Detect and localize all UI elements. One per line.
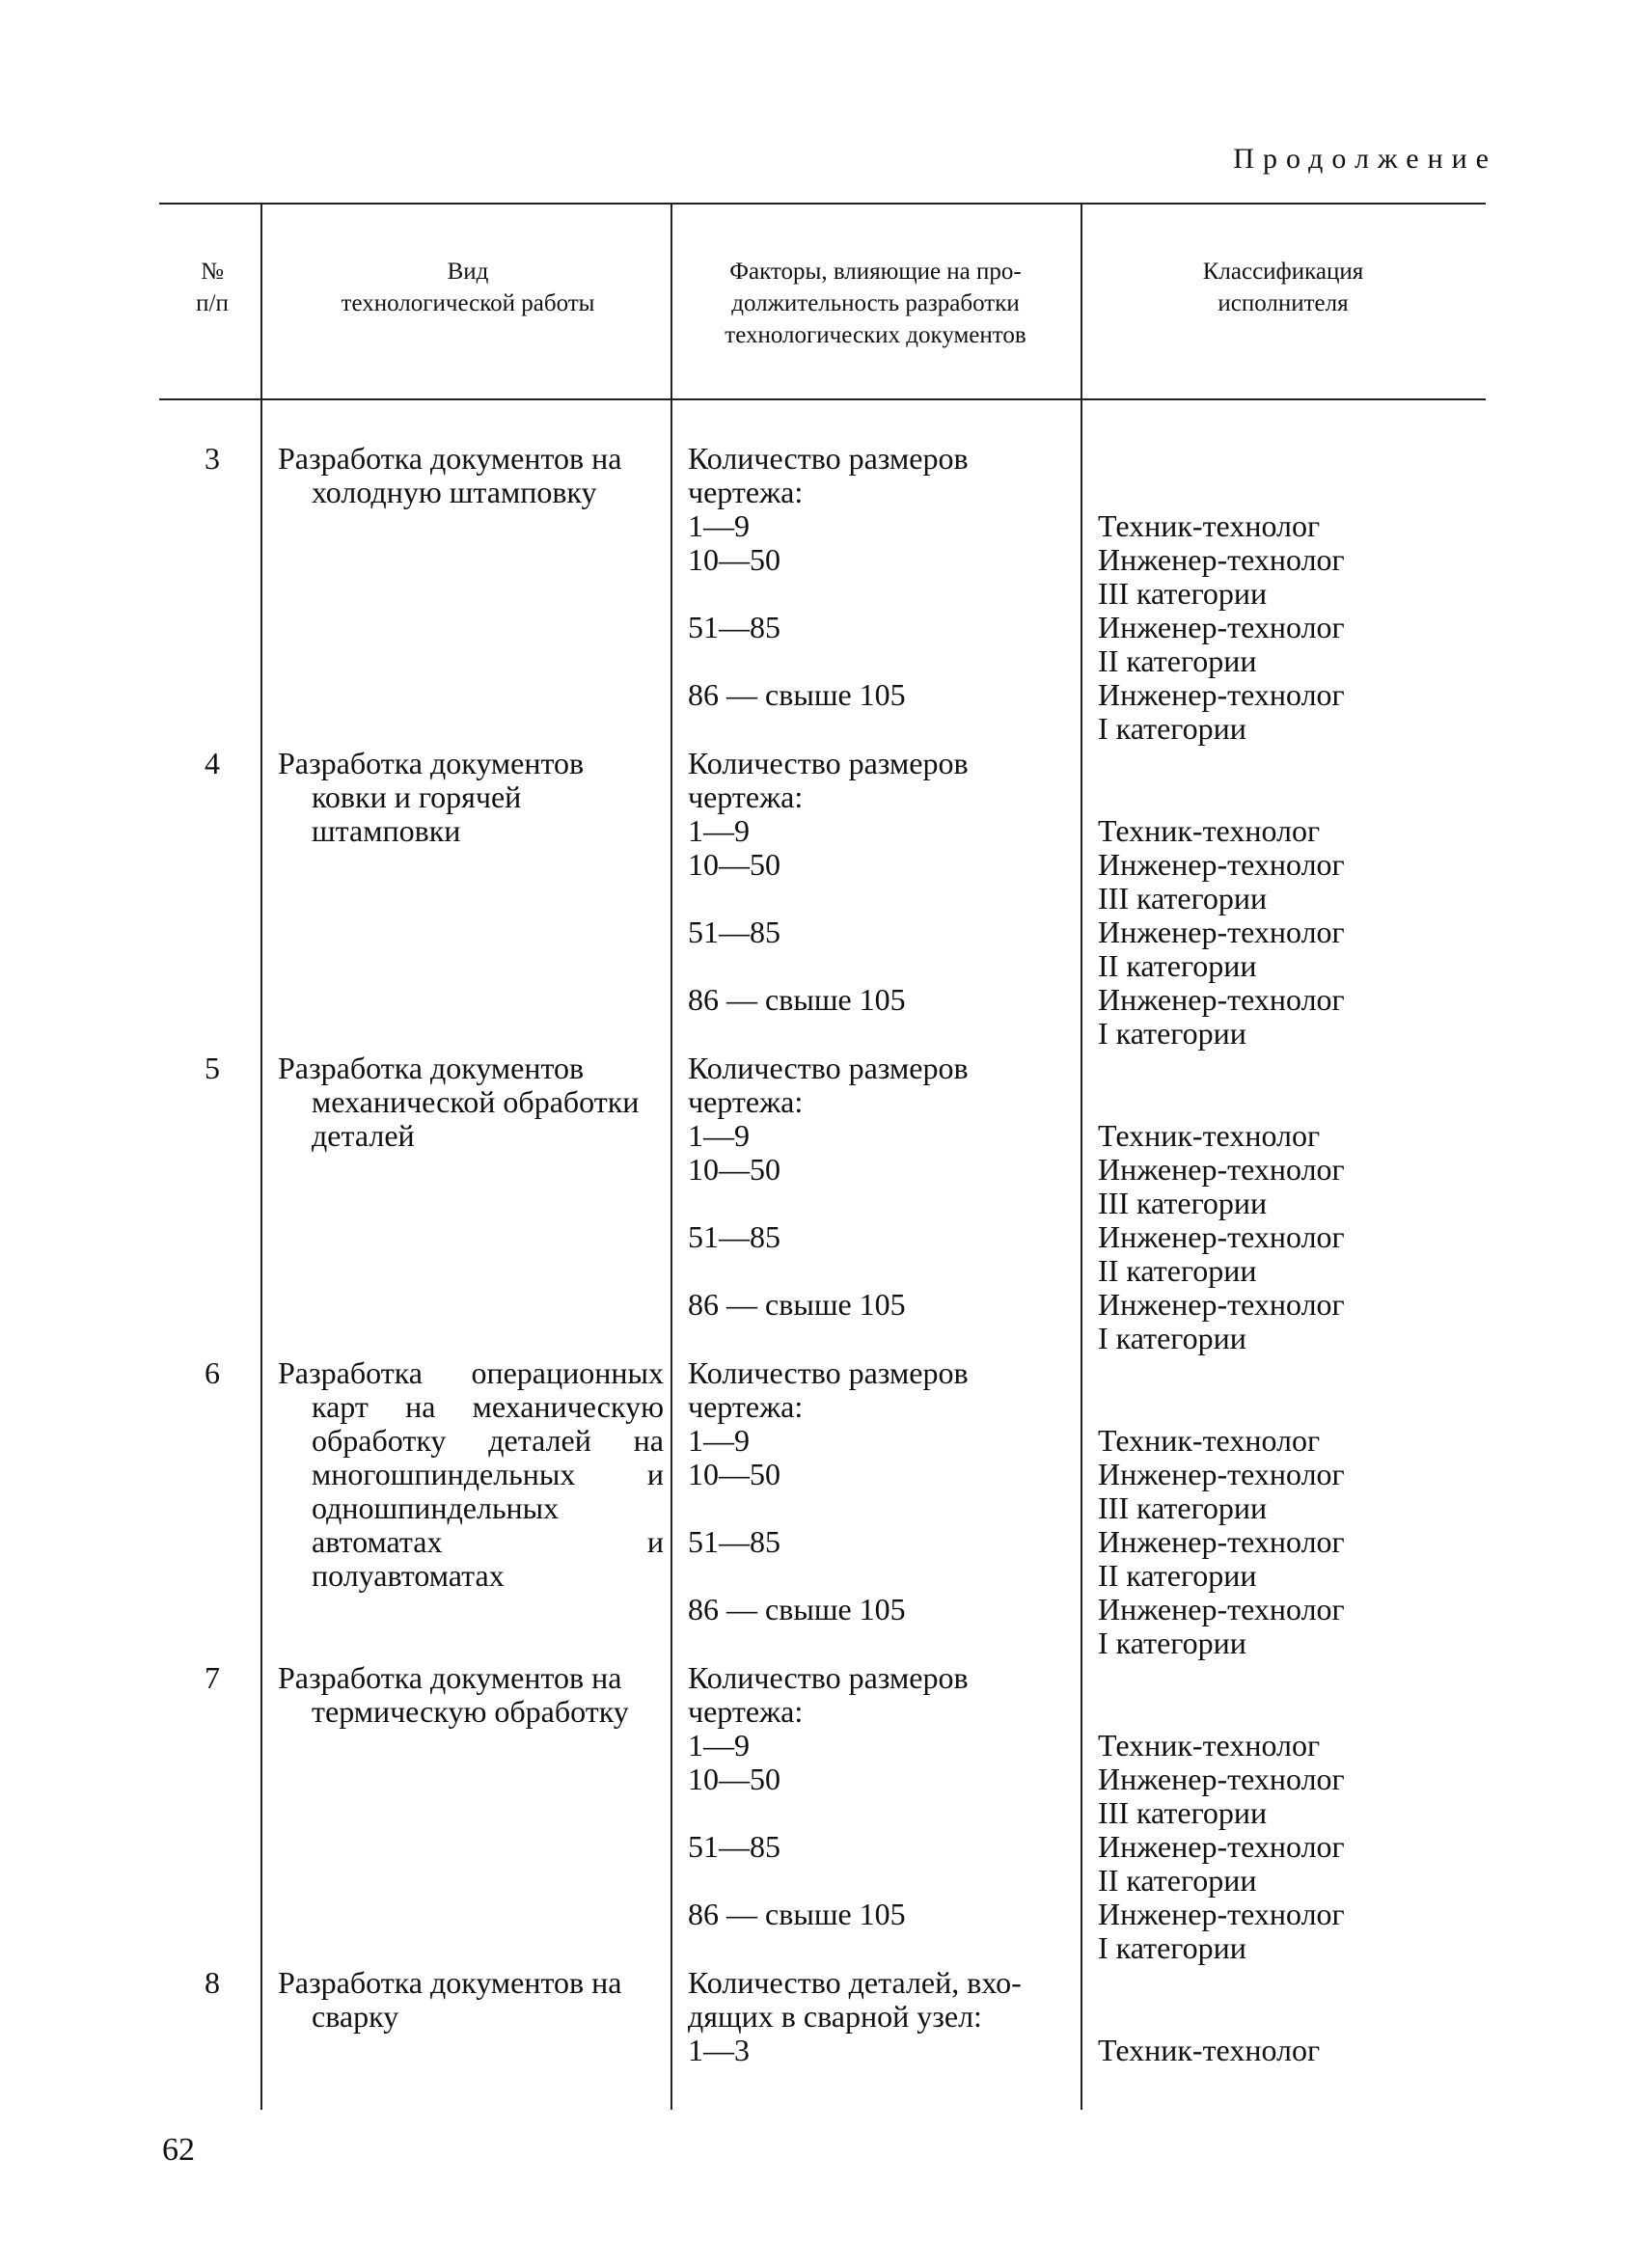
row-number: 6 (205, 1355, 220, 1390)
continuation-label: Продолжение (1233, 143, 1497, 175)
row-work-type: Разработка документов механической обработки деталей (278, 1051, 640, 1153)
row-classification: Техник-технолог Инженер-технолог III категории Инженер-технолог II категории Инженер-технолог I категории (1098, 1423, 1345, 1660)
page-number: 62 (162, 2132, 195, 2168)
header-classification: Классификация исполнителя (1202, 259, 1364, 316)
row-classification: Техник-технолог Инженер-технолог III категории Инженер-технолог II категории Инженер-технолог I категории (1098, 1118, 1345, 1355)
row-work-type: Разработка операционных карт на механическую обработку деталей на многошпиндельных и одношпиндельных автоматах и полуавтоматах (278, 1355, 664, 1593)
row-classification: Техник-технолог Инженер-технолог III категории Инженер-технолог II категории Инженер-технолог I категории (1098, 813, 1345, 1051)
row-factors: Количество размеров чертежа: 1—9 10—50 51—85 86 — свыше 105 (688, 1660, 969, 1931)
row-classification: Техник-технолог Инженер-технолог III категории Инженер-технолог II категории Инженер-технолог I категории (1098, 1728, 1345, 1965)
row-classification: Техник-технолог Инженер-технолог III категории Инженер-технолог II категории Инженер-технолог I категории (1098, 508, 1345, 746)
row-classification: Техник-технолог (1098, 2033, 1321, 2067)
row-work-type: Разработка документов на холодную штамповку (278, 441, 622, 509)
row-number: 4 (205, 746, 220, 780)
row-number: 3 (205, 441, 220, 476)
row-factors: Количество размеров чертежа: 1—9 10—50 51—85 86 — свыше 105 (688, 746, 969, 1017)
header-num: № п/п (196, 259, 229, 316)
row-work-type: Разработка документов ковки и горячей штамповки (278, 746, 585, 848)
row-work-type: Разработка документов на термическую обработку (278, 1660, 629, 1729)
row-number: 8 (205, 1965, 220, 2000)
header-work-type: Вид технологической работы (341, 259, 595, 316)
row-factors: Количество размеров чертежа: 1—9 10—50 51—85 86 — свыше 105 (688, 1355, 969, 1626)
row-factors: Количество деталей, вхо- дящих в сварной узел: 1—3 (688, 1965, 1022, 2067)
row-factors: Количество размеров чертежа: 1—9 10—50 51—85 86 — свыше 105 (688, 441, 969, 712)
row-number: 7 (205, 1660, 220, 1695)
row-work-type: Разработка документов на сварку (278, 1965, 622, 2034)
column-divider-3 (1081, 205, 1082, 2110)
column-divider-1 (260, 205, 262, 2110)
row-factors: Количество размеров чертежа: 1—9 10—50 51—85 86 — свыше 105 (688, 1051, 969, 1322)
row-number: 5 (205, 1051, 220, 1085)
header-bottom-rule (159, 398, 1486, 400)
table-top-rule (159, 203, 1486, 205)
header-factors: Факторы, влияющие на про- должительность разработки технологических документов (725, 259, 1026, 348)
column-divider-2 (670, 205, 672, 2110)
